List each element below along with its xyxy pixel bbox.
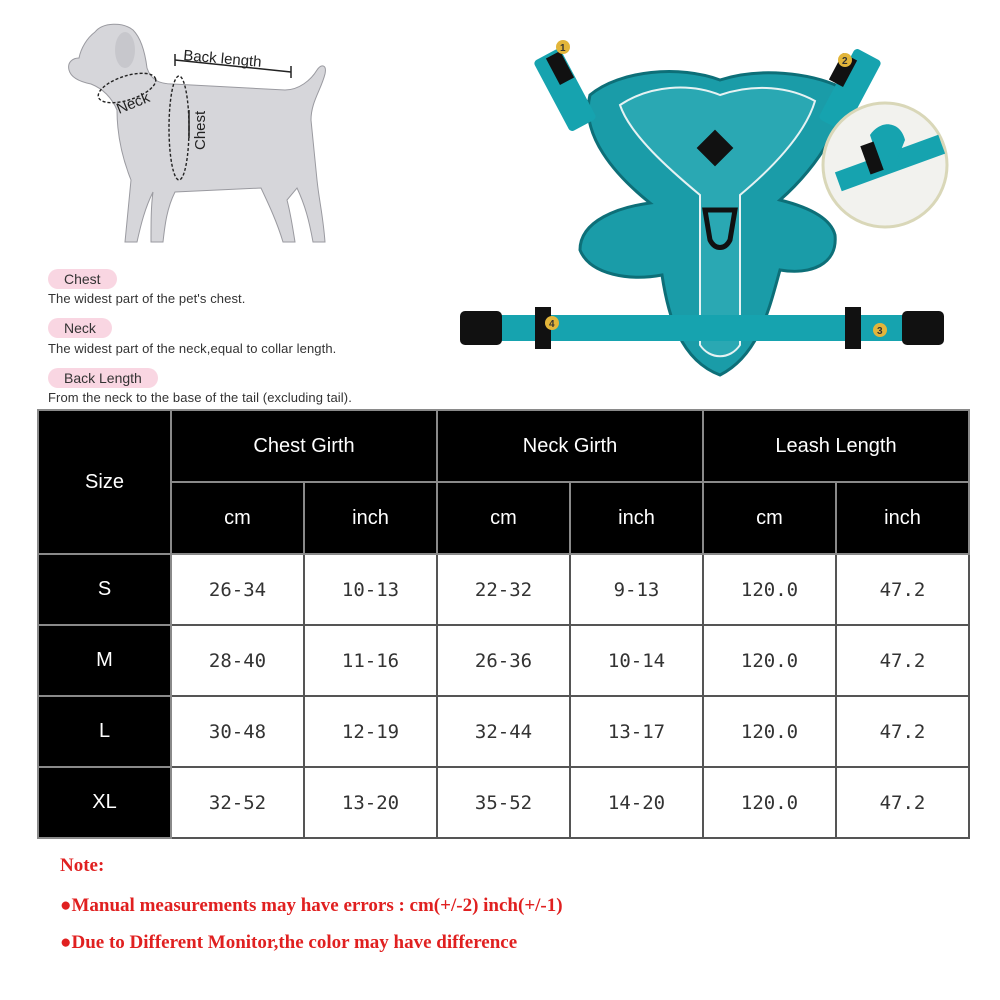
table-row [38, 696, 969, 767]
table-row [38, 767, 969, 838]
table-unit-row [38, 482, 969, 554]
table-row [38, 554, 969, 625]
harness-marker-2: 2 [842, 56, 848, 67]
table-cell: 14-20 [570, 767, 703, 838]
unit-header: inch [304, 482, 437, 554]
definition-neck-description: The widest part of the neck,equal to collar length. [48, 341, 337, 356]
dog-ear [115, 32, 135, 68]
size-cell: S [38, 554, 171, 625]
table-cell: 47.2 [836, 554, 969, 625]
chest-girth-header: Chest Girth [171, 410, 437, 482]
unit-header: cm [437, 482, 570, 554]
table-cell: 10-13 [304, 554, 437, 625]
harness-marker-4: 4 [549, 319, 555, 330]
leash-length-header: Leash Length [703, 410, 969, 482]
table-cell: 9-13 [570, 554, 703, 625]
table-cell: 22-32 [437, 554, 570, 625]
table-cell: 12-19 [304, 696, 437, 767]
neck-girth-header: Neck Girth [437, 410, 703, 482]
definition-chest-description: The widest part of the pet's chest. [48, 291, 246, 306]
note-item: ●Manual measurements may have errors : cm(+/-2) inch(+/-1) [60, 895, 563, 916]
table-cell: 13-20 [304, 767, 437, 838]
table-cell: 47.2 [836, 767, 969, 838]
table-cell: 120.0 [703, 625, 836, 696]
note-title: Note: [60, 855, 105, 876]
table-cell: 28-40 [171, 625, 304, 696]
definition-neck-term: Neck [48, 318, 112, 338]
table-cell: 26-34 [171, 554, 304, 625]
unit-header: inch [570, 482, 703, 554]
table-cell: 32-44 [437, 696, 570, 767]
unit-header: inch [836, 482, 969, 554]
neck-label: Neck [114, 89, 153, 118]
size-table [37, 409, 970, 839]
table-cell: 13-17 [570, 696, 703, 767]
harness-marker-1: 1 [560, 43, 566, 54]
size-column-header: Size [38, 410, 171, 554]
size-cell: M [38, 625, 171, 696]
table-cell: 32-52 [171, 767, 304, 838]
table-cell: 10-14 [570, 625, 703, 696]
note-item: ●Due to Different Monitor,the color may have difference [60, 932, 518, 953]
definition-back-length-term: Back Length [48, 368, 158, 388]
table-cell: 120.0 [703, 767, 836, 838]
table-header-row [38, 410, 969, 482]
table-row [38, 625, 969, 696]
size-cell: XL [38, 767, 171, 838]
table-cell: 47.2 [836, 625, 969, 696]
chest-label: Chest [192, 110, 209, 150]
definition-chest-term: Chest [48, 269, 117, 289]
size-cell: L [38, 696, 171, 767]
unit-header: cm [171, 482, 304, 554]
table-cell: 26-36 [437, 625, 570, 696]
dog-measurement-diagram [55, 10, 355, 260]
table-cell: 30-48 [171, 696, 304, 767]
back-length-label: Back length [182, 47, 263, 71]
definition-back-length-description: From the neck to the base of the tail (excluding tail). [48, 390, 352, 405]
harness-marker-3: 3 [877, 326, 883, 337]
harness-product-image [440, 25, 1000, 395]
table-cell: 35-52 [437, 767, 570, 838]
table-cell: 47.2 [836, 696, 969, 767]
table-cell: 11-16 [304, 625, 437, 696]
table-cell: 120.0 [703, 696, 836, 767]
unit-header: cm [703, 482, 836, 554]
table-cell: 120.0 [703, 554, 836, 625]
